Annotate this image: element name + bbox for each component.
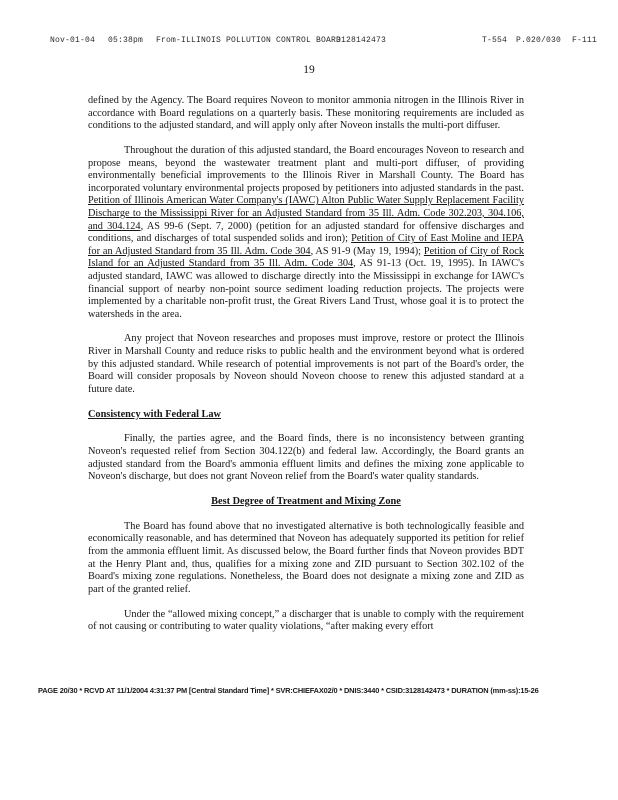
fax-time: 05:38pm bbox=[108, 36, 144, 45]
paragraph-2-text-d: , AS 91-13 (Oct. 19, 1995). In IAWC's adjusted standard, IAWC was allowed to discharge directly into the Mississippi in exchange for IAWC's financial support of nearby non-point source sediment loading reduction projects. The projects were implemented by a charitable non-profit trust, the Great Rivers Land Trust, whose goal it is to protect the watersheds in the area. bbox=[88, 258, 524, 320]
paragraph-1: defined by the Agency. The Board requires Noveon to monitor ammonia nitrogen in the Illinois River in accordance with Board regulations on a quarterly basis. These monitoring requirements are included as conditions to the adjusted standard, and will apply only after Noveon installs the multi-port diffuser. bbox=[88, 95, 524, 132]
fax-pages: P.020/030 bbox=[516, 36, 562, 45]
heading-consistency-federal-law: Consistency with Federal Law bbox=[88, 408, 221, 420]
citation-iawc: Petition of Illinois American Water Company's (IAWC) Alton Public Water Supply Replacement Facility Discharge to the Mississippi River for an Adjusted Standard from 35 Ill. Adm. Code 302.203, 304.106, and 304.124 bbox=[88, 195, 524, 232]
paragraph-6: Under the “allowed mixing concept,” a discharger that is unable to comply with the requirement of not causing or contributing to water quality violations, “after making every effort bbox=[88, 608, 524, 633]
fax-sender: From-ILLINOIS POLLUTION CONTROL BOARD bbox=[156, 36, 342, 45]
heading-best-degree-treatment: Best Degree of Treatment and Mixing Zone bbox=[211, 495, 401, 507]
paragraph-5: The Board has found above that no investigated alternative is both technologically feasible and economically reasonable, and has determined that Noveon has adequately supported its petition for relief from the ammonia effluent limit. As discussed below, the Board further finds that Noveon provides BDT at the Henry Plant and, thus, qualifies for a mixing zone and ZID pursuant to Section 302.102 of the Board's mixing zone regulations. Nonetheless, the Board does not designate a mixing zone and ZID as part of the granted relief. bbox=[88, 520, 524, 595]
citation-east-moline: Petition of City of East Moline and IEPA for an Adjusted Standard from 35 Ill. Adm. Code 304 bbox=[88, 233, 524, 257]
fax-phone: 3128142473 bbox=[336, 36, 387, 45]
document-body bbox=[88, 95, 524, 646]
paragraph-2-text-c: , AS 91-9 (May 19, 1994); bbox=[310, 245, 424, 257]
paragraph-3: Any project that Noveon researches and proposes must improve, restore or protect the Illinois River in Marshall County and reduce risks to public health and the environment beyond what is ordered by this adjusted standard. While research of potential improvements is not part of the Board's order, the Board will consider proposals by Noveon should Noveon choose to renew this adjusted standard at a future date. bbox=[88, 333, 524, 395]
citation-rock-island: Petition of City of Rock Island for an Adjusted Standard from 35 Ill. Adm. Code 304 bbox=[88, 245, 525, 270]
fax-date: Nov-01-04 bbox=[50, 36, 96, 45]
paragraph-2-text-b: , AS 99-6 (Sept. 7, 2000) (petition for an adjusted standard for offensive discharges and conditions, and discharges of total suspended solids and iron); bbox=[88, 220, 524, 245]
paragraph-2-text-a: Throughout the duration of this adjusted standard, the Board encourages Noveon to research and propose means, beyond the wastewater treatment plant and multi-port diffuser, of providing environmentally beneficial improvements to the Illinois River in Marshall County. The Board has incorporated voluntary environmental projects proposed by petitioners into adjusted standards in the past. bbox=[88, 144, 524, 194]
fax-footer: PAGE 20/30 * RCVD AT 11/1/2004 4:31:37 PM [Central Standard Time] * SVR:CHIEFAX02/0 * DNIS:3440 * CSID:3128142473 * DURATION (mm-ss):15-26 bbox=[38, 686, 539, 695]
paragraph-4: Finally, the parties agree, and the Board finds, there is no inconsistency between granting Noveon's requested relief from Section 304.122(b) and federal law. Accordingly, the Board grants an adjusted standard from the Board's ammonia effluent limits and defines the mixing zone applicable to Noveon's discharge, but does not grant Noveon relief from the Board's water quality standards. bbox=[88, 433, 524, 483]
page-number: 19 bbox=[303, 64, 315, 76]
fax-transmission: T-554 bbox=[482, 36, 508, 45]
paragraph-2 bbox=[88, 145, 524, 321]
fax-header bbox=[50, 36, 610, 48]
fax-code: F-111 bbox=[572, 36, 598, 45]
